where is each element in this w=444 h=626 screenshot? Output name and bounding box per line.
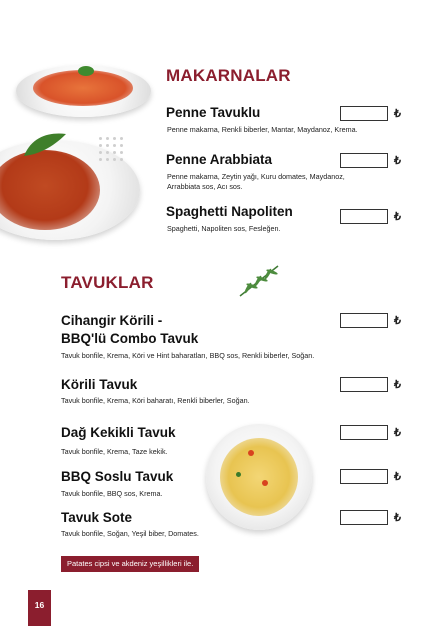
item-name: BBQ Soslu Tavuk xyxy=(61,469,174,484)
decorative-dots xyxy=(99,137,123,161)
price-box xyxy=(340,469,388,484)
section-title-makarnalar: MAKARNALAR xyxy=(166,66,291,85)
lira-symbol: ₺ xyxy=(394,427,401,439)
item-name: Dağ Kekikli Tavuk xyxy=(61,425,176,440)
item-name: Cihangir Körili - xyxy=(61,313,163,328)
price-box xyxy=(340,209,388,224)
price-box xyxy=(340,106,388,121)
item-name: Körili Tavuk xyxy=(61,377,138,392)
basil-leaf-icon xyxy=(20,128,70,160)
item-name: Spaghetti Napoliten xyxy=(166,204,293,219)
item-name: Tavuk Sote xyxy=(61,510,133,525)
item-description: Arrabbiata sos, Acı sos. xyxy=(167,182,243,191)
item-name: BBQ'lü Combo Tavuk xyxy=(61,331,199,346)
price-box xyxy=(340,153,388,168)
item-description: Penne makarna, Zeytin yağı, Kuru domates, Maydanoz, xyxy=(167,172,345,181)
lira-symbol: ₺ xyxy=(394,315,401,327)
rosemary-sprig-icon xyxy=(236,262,282,300)
item-description: Tavuk bonfile, BBQ sos, Krema. xyxy=(61,489,163,498)
item-name: Penne Tavuklu xyxy=(166,105,261,120)
item-description: Spaghetti, Napoliten sos, Fesleğen. xyxy=(167,224,281,233)
price-box xyxy=(340,313,388,328)
item-description: Penne makarna, Renkli biberler, Mantar, Maydanoz, Krema. xyxy=(167,125,358,134)
lira-symbol: ₺ xyxy=(394,155,401,167)
item-name: Penne Arabbiata xyxy=(166,152,273,167)
item-description: Tavuk bonfile, Soğan, Yeşil biber, Domates. xyxy=(61,529,199,538)
item-description: Tavuk bonfile, Krema, Taze kekik. xyxy=(61,447,168,456)
lira-symbol: ₺ xyxy=(394,211,401,223)
price-box xyxy=(340,377,388,392)
lira-symbol: ₺ xyxy=(394,512,401,524)
price-box xyxy=(340,425,388,440)
price-box xyxy=(340,510,388,525)
section-title-tavuklar: TAVUKLAR xyxy=(61,273,154,292)
side-dish-note: Patates cipsi ve akdeniz yeşillikleri ile. xyxy=(61,556,199,572)
item-description: Tavuk bonfile, Krema, Köri ve Hint baharatları, BBQ sos, Renkli biberler, Soğan. xyxy=(61,351,315,360)
lira-symbol: ₺ xyxy=(394,379,401,391)
lira-symbol: ₺ xyxy=(394,471,401,483)
lira-symbol: ₺ xyxy=(394,108,401,120)
page-number: 16 xyxy=(28,590,51,626)
item-description: Tavuk bonfile, Krema, Köri baharatı, Renkli biberler, Soğan. xyxy=(61,396,250,405)
